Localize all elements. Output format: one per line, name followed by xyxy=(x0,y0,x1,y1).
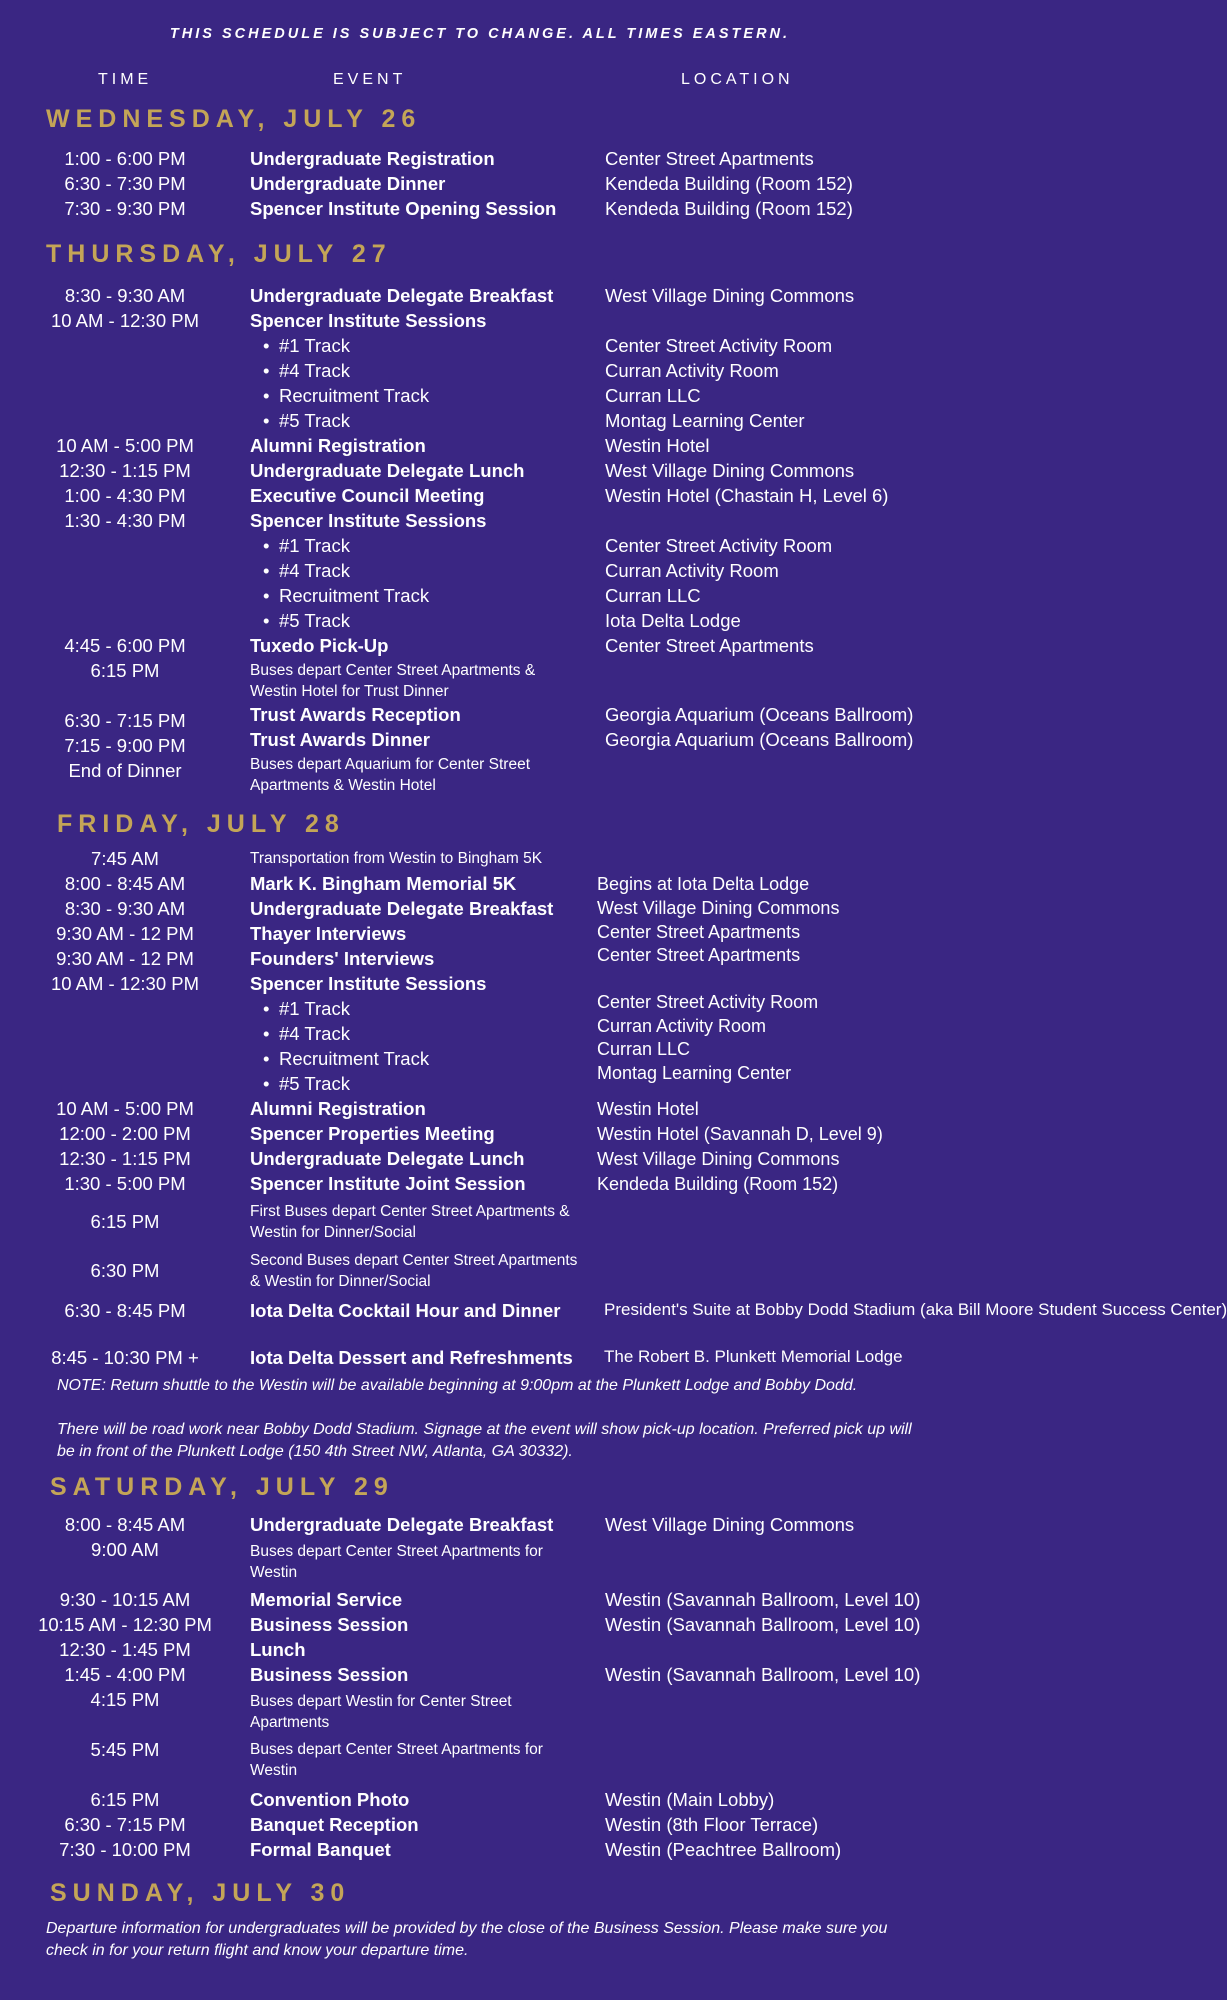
event-time: 12:30 - 1:45 PM xyxy=(59,1639,191,1660)
event-location: Center Street Activity Room xyxy=(605,535,833,556)
event-location: Center Street Apartments xyxy=(605,148,814,169)
event-location: Georgia Aquarium (Oceans Ballroom) xyxy=(605,704,914,725)
event-location: Kendeda Building (Room 152) xyxy=(605,198,853,219)
event-time: 4:15 PM xyxy=(90,1689,160,1710)
event-location: Begins at Iota Delta Lodge xyxy=(597,874,810,894)
event-location: West Village Dining Commons xyxy=(605,1514,855,1535)
event-time: 10 AM - 5:00 PM xyxy=(56,1098,194,1119)
day-heading-saturday: SATURDAY, JULY 29 xyxy=(50,1473,394,1501)
event-location: Westin (Main Lobby) xyxy=(605,1789,775,1810)
track-item: • Recruitment Track xyxy=(263,385,430,406)
event-title: Undergraduate Delegate Lunch xyxy=(250,460,525,481)
event-note: Buses depart Center Street Apartments for Westin xyxy=(250,1741,543,1779)
track-item: • #5 Track xyxy=(263,610,350,631)
event-title: Executive Council Meeting xyxy=(250,485,485,506)
track-item: • #4 Track xyxy=(263,560,350,581)
departure-note: Departure information for undergraduates will be provided by the close of the Business Session. Please make sure you check in for your return flight and know your departure time. xyxy=(46,1920,888,1959)
event-location: Center Street Activity Room xyxy=(605,335,833,356)
event-note: Buses depart Westin for Center Street Apartments xyxy=(250,1693,512,1731)
event-location: Curran LLC xyxy=(605,585,701,606)
event-location: West Village Dining Commons xyxy=(597,1149,840,1169)
event-time: 1:45 - 4:00 PM xyxy=(64,1664,186,1685)
event-location: Center Street Apartments xyxy=(605,635,814,656)
event-time: 12:30 - 1:15 PM xyxy=(59,460,191,481)
event-time: 9:30 AM - 12 PM xyxy=(56,923,194,944)
event-title: Undergraduate Delegate Breakfast xyxy=(250,1514,554,1535)
event-title: Spencer Institute Sessions xyxy=(250,973,487,994)
event-note: Buses depart Center Street Apartments & Westin Hotel for Trust Dinner xyxy=(250,662,536,700)
track-item: • #4 Track xyxy=(263,360,350,381)
event-time: 8:00 - 8:45 AM xyxy=(64,1514,186,1535)
event-note: Transportation from Westin to Bingham 5K xyxy=(250,850,543,867)
event-time: 10 AM - 12:30 PM xyxy=(50,973,200,994)
event-time: 8:45 - 10:30 PM + xyxy=(51,1347,199,1368)
event-location: President's Suite at Bobby Dodd Stadium (aka Bill Moore Student Success Center) xyxy=(604,1300,1227,1319)
track-item: • Recruitment Track xyxy=(263,1048,430,1069)
event-time: 8:30 - 9:30 AM xyxy=(64,898,186,919)
event-time: 9:30 - 10:15 AM xyxy=(59,1589,191,1610)
event-note: Buses depart Aquarium for Center Street Apartments & Westin Hotel xyxy=(250,756,531,794)
event-time: 6:15 PM xyxy=(90,1211,160,1232)
event-location: Westin (Peachtree Ballroom) xyxy=(605,1839,842,1860)
track-item: • #4 Track xyxy=(263,1023,350,1044)
event-location: Center Street Apartments xyxy=(597,945,801,965)
event-location: Georgia Aquarium (Oceans Ballroom) xyxy=(605,729,914,750)
event-location: Curran LLC xyxy=(597,1039,691,1059)
day-heading-sunday: SUNDAY, JULY 30 xyxy=(50,1879,351,1907)
track-item: • #5 Track xyxy=(263,410,350,431)
event-time: 10 AM - 12:30 PM xyxy=(50,310,200,331)
event-time: 1:00 - 4:30 PM xyxy=(64,485,186,506)
day-heading-friday: FRIDAY, JULY 28 xyxy=(57,810,345,838)
event-time: 6:15 PM xyxy=(90,1789,160,1810)
event-time: 6:30 - 8:45 PM xyxy=(64,1300,186,1321)
header-event: EVENT xyxy=(333,71,407,88)
day-heading-wednesday: WEDNESDAY, JULY 26 xyxy=(46,105,422,133)
event-title: Undergraduate Delegate Breakfast xyxy=(250,285,554,306)
event-location: Kendeda Building (Room 152) xyxy=(597,1174,839,1194)
event-time: 1:30 - 5:00 PM xyxy=(64,1173,186,1194)
event-time: 12:30 - 1:15 PM xyxy=(59,1148,191,1169)
header-time: TIME xyxy=(98,71,153,88)
shuttle-note: NOTE: Return shuttle to the Westin will be available beginning at 9:00pm at the Plunkett Lodge and Bobby Dodd. xyxy=(57,1377,858,1394)
event-location: Curran Activity Room xyxy=(605,560,779,581)
event-location: Westin Hotel (Savannah D, Level 9) xyxy=(597,1124,883,1144)
event-time: 5:45 PM xyxy=(90,1739,160,1760)
event-title: Undergraduate Registration xyxy=(250,148,495,169)
event-title: Undergraduate Dinner xyxy=(250,173,446,194)
event-time: 6:30 - 7:30 PM xyxy=(64,173,186,194)
event-title: Founders' Interviews xyxy=(250,948,435,969)
event-note: First Buses depart Center Street Apartments & Westin for Dinner/Social xyxy=(250,1203,570,1241)
event-time: 6:30 PM xyxy=(90,1260,160,1281)
event-title: Formal Banquet xyxy=(250,1839,391,1860)
event-title: Business Session xyxy=(250,1614,409,1635)
event-title: Trust Awards Dinner xyxy=(250,729,430,750)
event-time: 10 AM - 5:00 PM xyxy=(56,435,194,456)
event-location: Westin (8th Floor Terrace) xyxy=(605,1814,819,1835)
event-time: 9:30 AM - 12 PM xyxy=(56,948,194,969)
event-title: Spencer Properties Meeting xyxy=(250,1123,495,1144)
event-time: 10:15 AM - 12:30 PM xyxy=(38,1614,212,1635)
event-time: 4:45 - 6:00 PM xyxy=(64,635,186,656)
event-location: West Village Dining Commons xyxy=(605,285,855,306)
event-title: Undergraduate Delegate Breakfast xyxy=(250,898,554,919)
event-location: Westin (Savannah Ballroom, Level 10) xyxy=(605,1664,921,1685)
event-time: 6:30 - 7:15 PM xyxy=(64,710,186,731)
event-title: Banquet Reception xyxy=(250,1814,419,1835)
event-location: Curran Activity Room xyxy=(597,1016,767,1036)
event-title: Undergraduate Delegate Lunch xyxy=(250,1148,525,1169)
event-title: Lunch xyxy=(250,1639,306,1660)
event-title: Spencer Institute Sessions xyxy=(250,510,487,531)
event-location: The Robert B. Plunkett Memorial Lodge xyxy=(604,1347,903,1366)
event-time: 6:30 - 7:15 PM xyxy=(64,1814,186,1835)
event-note: Buses depart Center Street Apartments for Westin xyxy=(250,1543,543,1581)
track-item: • #5 Track xyxy=(263,1073,350,1094)
event-time: 1:30 - 4:30 PM xyxy=(64,510,186,531)
event-location: Westin (Savannah Ballroom, Level 10) xyxy=(605,1589,921,1610)
event-title: Spencer Institute Opening Session xyxy=(250,198,557,219)
schedule-notice: THIS SCHEDULE IS SUBJECT TO CHANGE. ALL TIMES EASTERN. xyxy=(169,26,791,42)
event-title: Spencer Institute Sessions xyxy=(250,310,487,331)
event-time: 1:00 - 6:00 PM xyxy=(64,148,186,169)
event-location: Iota Delta Lodge xyxy=(605,610,741,631)
track-item: • #1 Track xyxy=(263,998,350,1019)
event-title: Iota Delta Dessert and Refreshments xyxy=(250,1347,573,1368)
event-location: Curran Activity Room xyxy=(605,360,779,381)
roadwork-note: There will be road work near Bobby Dodd Stadium. Signage at the event will show pick-up location. Preferred pick up will be in front of the Plunkett Lodge (150 4th Street NW, Atlanta, GA 30332). xyxy=(57,1421,912,1460)
event-time: 7:15 - 9:00 PM xyxy=(64,735,186,756)
event-title: Mark K. Bingham Memorial 5K xyxy=(250,873,517,894)
event-location: Westin Hotel xyxy=(605,435,710,456)
event-location: Kendeda Building (Room 152) xyxy=(605,173,853,194)
event-title: Business Session xyxy=(250,1664,409,1685)
event-location: Westin (Savannah Ballroom, Level 10) xyxy=(605,1614,921,1635)
event-time: 8:00 - 8:45 AM xyxy=(64,873,186,894)
event-title: Thayer Interviews xyxy=(250,923,407,944)
event-location: Montag Learning Center xyxy=(597,1063,792,1083)
event-title: Iota Delta Cocktail Hour and Dinner xyxy=(250,1300,561,1321)
day-heading-thursday: THURSDAY, JULY 27 xyxy=(46,240,392,268)
event-title: Trust Awards Reception xyxy=(250,704,461,725)
event-time: 6:15 PM xyxy=(90,660,160,681)
event-title: Spencer Institute Joint Session xyxy=(250,1173,526,1194)
event-title: Tuxedo Pick-Up xyxy=(250,635,389,656)
event-location: Montag Learning Center xyxy=(605,410,805,431)
event-note: Second Buses depart Center Street Apartments & Westin for Dinner/Social xyxy=(250,1252,578,1290)
event-location: Westin Hotel (Chastain H, Level 6) xyxy=(605,485,889,506)
track-item: • #1 Track xyxy=(263,335,350,356)
event-time: End of Dinner xyxy=(68,760,182,781)
event-title: Alumni Registration xyxy=(250,1098,426,1119)
event-location: Westin Hotel xyxy=(597,1099,699,1119)
event-title: Memorial Service xyxy=(250,1589,403,1610)
header-location: LOCATION xyxy=(681,71,794,88)
event-title: Convention Photo xyxy=(250,1789,410,1810)
event-time: 9:00 AM xyxy=(91,1539,159,1560)
event-time: 8:30 - 9:30 AM xyxy=(64,285,186,306)
track-item: • #1 Track xyxy=(263,535,350,556)
event-location: West Village Dining Commons xyxy=(597,898,840,918)
event-time: 7:45 AM xyxy=(91,848,159,869)
event-location: Center Street Apartments xyxy=(597,922,801,942)
event-time: 12:00 - 2:00 PM xyxy=(59,1123,191,1144)
event-title: Alumni Registration xyxy=(250,435,426,456)
event-time: 7:30 - 9:30 PM xyxy=(64,198,186,219)
event-location: West Village Dining Commons xyxy=(605,460,855,481)
track-item: • Recruitment Track xyxy=(263,585,430,606)
event-location: Center Street Activity Room xyxy=(597,992,819,1012)
event-location: Curran LLC xyxy=(605,385,701,406)
event-time: 7:30 - 10:00 PM xyxy=(59,1839,191,1860)
